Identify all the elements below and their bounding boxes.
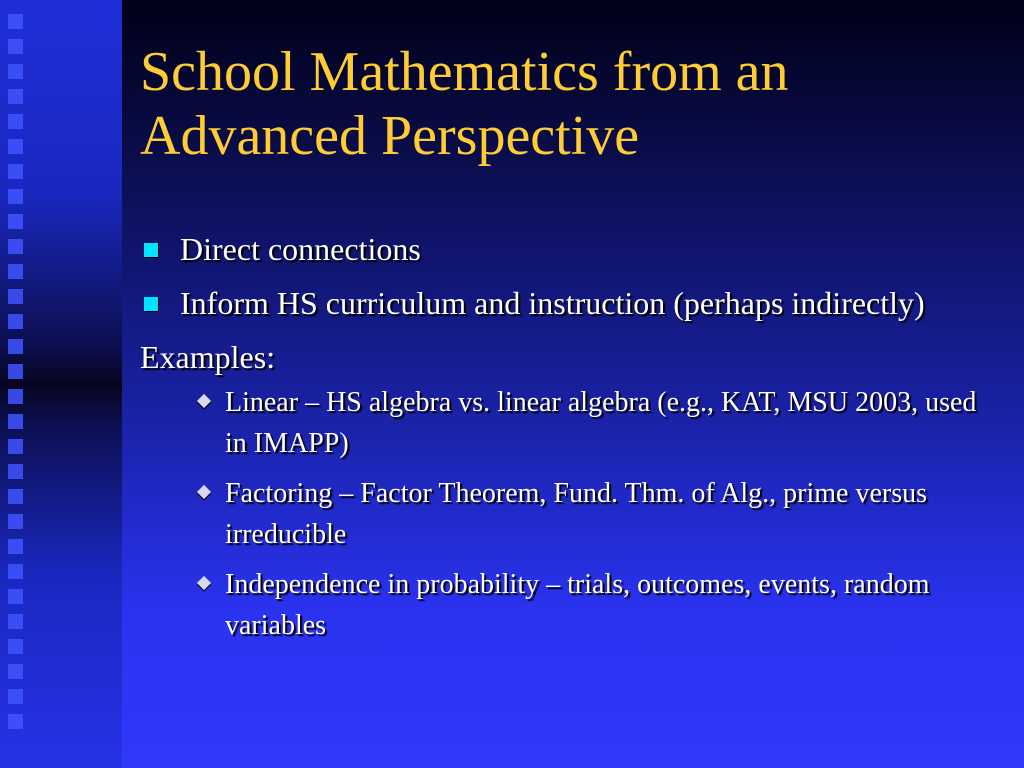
decorative-square xyxy=(8,239,23,254)
slide-body xyxy=(140,226,1000,655)
decorative-square xyxy=(8,14,23,29)
decorative-square xyxy=(8,514,23,529)
bullet-text: Inform HS curriculum and instruction (perhaps indirectly) xyxy=(180,285,925,321)
decorative-square xyxy=(8,564,23,579)
sub-bullet-text: Linear – HS algebra vs. linear algebra (e.g., KAT, MSU 2003, used in IMAPP) xyxy=(225,387,977,459)
sub-bullet-text: Factoring – Factor Theorem, Fund. Thm. of Alg., prime versus irreducible xyxy=(225,478,927,550)
decorative-square xyxy=(8,639,23,654)
square-bullet-icon xyxy=(144,297,158,311)
diamond-bullet-icon xyxy=(197,394,211,408)
examples-heading: Examples: xyxy=(140,339,276,375)
bullet-item xyxy=(140,226,1000,272)
decorative-square xyxy=(8,689,23,704)
decorative-square xyxy=(8,489,23,504)
decorative-square xyxy=(8,364,23,379)
left-decorative-strip xyxy=(0,0,122,768)
decorative-square xyxy=(8,64,23,79)
decorative-square xyxy=(8,539,23,554)
decorative-square xyxy=(8,414,23,429)
slide-title: School Mathematics from an Advanced Perspective xyxy=(140,41,789,167)
decorative-square xyxy=(8,89,23,104)
decorative-square xyxy=(8,139,23,154)
decorative-square xyxy=(8,189,23,204)
decorative-square xyxy=(8,289,23,304)
decorative-square xyxy=(8,589,23,604)
diamond-bullet-icon xyxy=(197,485,211,499)
bullet-item xyxy=(140,280,1000,326)
decorative-square xyxy=(8,264,23,279)
sub-bullet-item xyxy=(140,382,1000,464)
decorative-square xyxy=(8,614,23,629)
sub-bullet-item xyxy=(140,564,1000,646)
decorative-square xyxy=(8,314,23,329)
decorative-square xyxy=(8,389,23,404)
sub-bullet-item xyxy=(140,473,1000,555)
diamond-bullet-icon xyxy=(197,576,211,590)
decorative-square xyxy=(8,714,23,729)
decorative-square xyxy=(8,464,23,479)
decorative-square xyxy=(8,339,23,354)
bullet-text: Direct connections xyxy=(180,231,421,267)
sub-bullet-text: Independence in probability – trials, outcomes, events, random variables xyxy=(225,569,930,641)
decorative-square xyxy=(8,664,23,679)
square-bullet-icon xyxy=(144,243,158,257)
decorative-square xyxy=(8,114,23,129)
decorative-square-column xyxy=(8,14,24,764)
decorative-square xyxy=(8,164,23,179)
decorative-square xyxy=(8,39,23,54)
decorative-square xyxy=(8,439,23,454)
decorative-square xyxy=(8,214,23,229)
